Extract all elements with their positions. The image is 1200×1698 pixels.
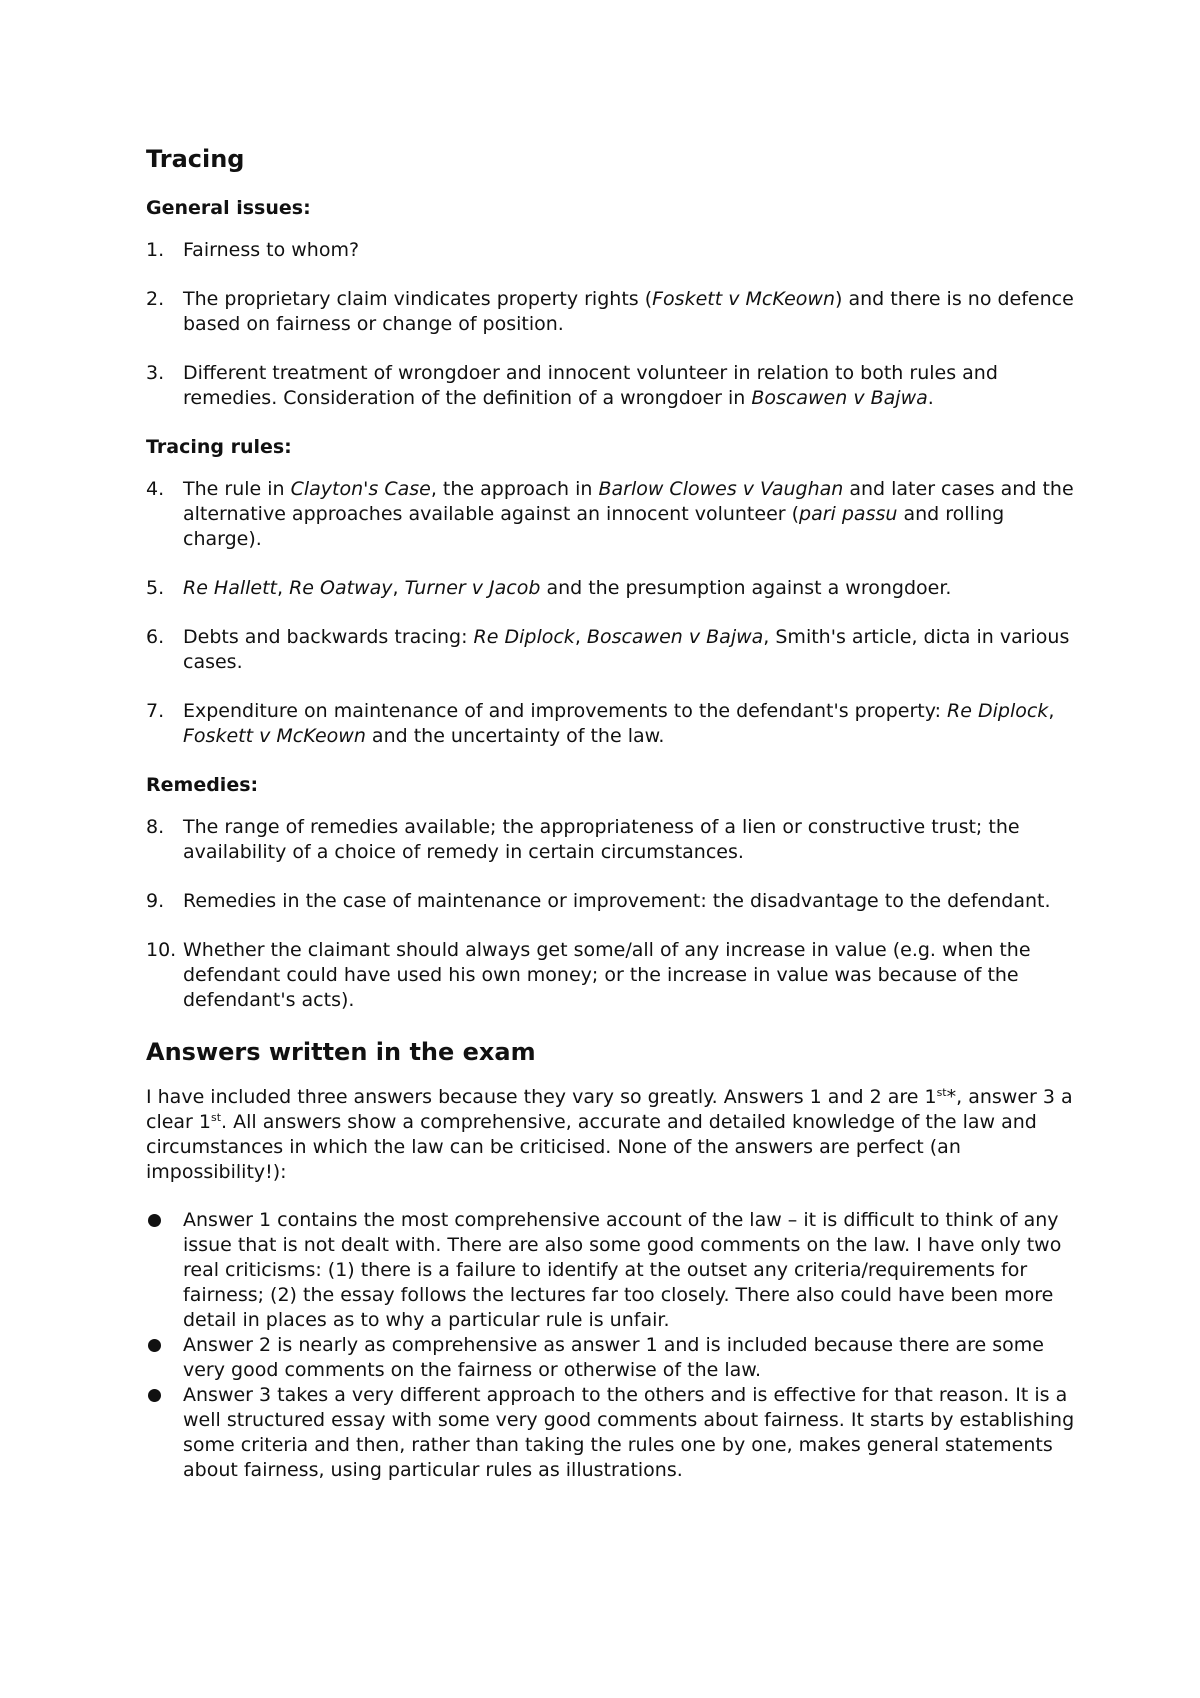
text-run: The rule in — [183, 478, 291, 500]
section-heading: General issues: — [146, 197, 311, 219]
text-run: Expenditure on maintenance of and improvements to the defendant's property: — [183, 700, 948, 722]
ordinal-suffix: st — [211, 1111, 222, 1124]
text-run: and rolling charge). — [183, 503, 1005, 550]
list-item — [146, 576, 1076, 601]
text-run: . All answers show a comprehensive, accurate and detailed knowledge of the law and circumstances in which the law can be criticised. None of the answers are perfect (an impossibility!): — [146, 1111, 1037, 1183]
answers-bullet-list — [146, 1208, 1076, 1483]
case-name: Re Diplock — [947, 700, 1049, 722]
answers-intro — [146, 1085, 1076, 1185]
list-item — [146, 361, 1076, 411]
list-item — [146, 1208, 1076, 1333]
numbered-list — [146, 815, 1076, 1013]
case-name: Boscawen v Bajwa — [751, 387, 928, 409]
case-name: Barlow Clowes v Vaughan — [598, 478, 844, 500]
item-number: 8. — [146, 816, 165, 838]
bullet-icon — [148, 1339, 161, 1352]
list-item — [146, 699, 1076, 749]
case-name: Re Oatway — [289, 577, 393, 599]
issue-sections — [146, 196, 1076, 1013]
bullet-icon — [148, 1214, 161, 1227]
item-number: 4. — [146, 478, 165, 500]
section-heading: Remedies: — [146, 774, 259, 796]
text-run: , — [392, 577, 405, 599]
text-run: Whether the claimant should always get some/all of any increase in value (e.g. when the defendant could have used his own money; or the increase in value was because of the defendant's acts). — [183, 939, 1031, 1011]
case-name: Re Diplock — [473, 626, 575, 648]
case-name: Boscawen v Bajwa — [586, 626, 764, 648]
ordinal-suffix: st — [936, 1086, 947, 1099]
bullet-text: Answer 1 contains the most comprehensive account of the law – it is difficult to think of any issue that is not dealt with. There are also some good comments on the law. I have only two real criticisms: (1) there is a failure to identify at the outset any criteria/requirements for fairness; (2) the essay follows the lectures far too closely. There also could have been more detail in places as to why a particular rule is unfair. — [183, 1209, 1062, 1331]
text-run: and the presumption against a wrongdoer. — [540, 577, 952, 599]
text-run: Remedies in the case of maintenance or improvement: the disadvantage to the defendant. — [183, 890, 1051, 912]
list-item — [146, 477, 1076, 552]
case-name: Clayton's Case — [290, 478, 431, 500]
list-item — [146, 1383, 1076, 1483]
text-run: The range of remedies available; the appropriateness of a lien or constructive trust; the availability of a choice of remedy in certain circumstances. — [183, 816, 1020, 863]
answers-heading: Answers written in the exam — [146, 1038, 536, 1066]
text-run: , — [1048, 700, 1055, 722]
text-run: Different treatment of wrongdoer and innocent volunteer in relation to both rules and remedies. Consideration of the definition of a wrongdoer in — [183, 362, 998, 409]
case-name: Re Hallett — [183, 577, 278, 599]
text-run: *, answer 3 a clear 1 — [146, 1086, 1073, 1133]
text-run: and later cases and the alternative approaches available against an innocent volunteer ( — [183, 478, 1074, 525]
item-number: 6. — [146, 626, 165, 648]
numbered-list — [146, 477, 1076, 749]
text-run: and the uncertainty of the law. — [365, 725, 665, 747]
item-number: 7. — [146, 700, 165, 722]
item-number: 1. — [146, 239, 165, 261]
list-item — [146, 889, 1076, 914]
text-run: , — [574, 626, 587, 648]
text-run: , Smith's article, dicta in various cases. — [183, 626, 1070, 673]
list-item — [146, 1333, 1076, 1383]
bullet-text: Answer 2 is nearly as comprehensive as answer 1 and is included because there are some very good comments on the fairness or otherwise of the law. — [183, 1334, 1044, 1381]
text-run: I have included three answers because they vary so greatly. Answers 1 and 2 are 1 — [146, 1086, 937, 1108]
list-item — [146, 815, 1076, 865]
document-page — [146, 144, 1076, 1483]
case-name: pari passu — [799, 503, 898, 525]
document-title: Tracing — [146, 145, 245, 173]
list-item — [146, 287, 1076, 337]
case-name: Foskett v McKeown — [652, 288, 836, 310]
text-run: , — [277, 577, 290, 599]
bullet-text: Answer 3 takes a very different approach to the others and is effective for that reason. It is a well structured essay with some very good comments about fairness. It starts by establishing some criteria and then, rather than taking the rules one by one, makes general statements about fairness, using particular rules as illustrations. — [183, 1384, 1075, 1481]
text-run: , the approach in — [430, 478, 599, 500]
list-item — [146, 625, 1076, 675]
text-run: Fairness to whom? — [183, 239, 360, 261]
item-number: 2. — [146, 288, 165, 310]
bullet-icon — [148, 1389, 161, 1402]
item-number: 5. — [146, 577, 165, 599]
section-heading: Tracing rules: — [146, 436, 292, 458]
item-number: 9. — [146, 890, 165, 912]
item-number: 3. — [146, 362, 165, 384]
list-item — [146, 238, 1076, 263]
case-name: Foskett v McKeown — [183, 725, 366, 747]
item-number: 10. — [146, 939, 177, 961]
case-name: Turner v Jacob — [404, 577, 541, 599]
numbered-list — [146, 238, 1076, 411]
text-run: ) and there is no defence based on fairness or change of position. — [183, 288, 1074, 335]
text-run: The proprietary claim vindicates property rights ( — [183, 288, 653, 310]
list-item — [146, 938, 1076, 1013]
text-run: Debts and backwards tracing: — [183, 626, 474, 648]
text-run: . — [927, 387, 934, 409]
